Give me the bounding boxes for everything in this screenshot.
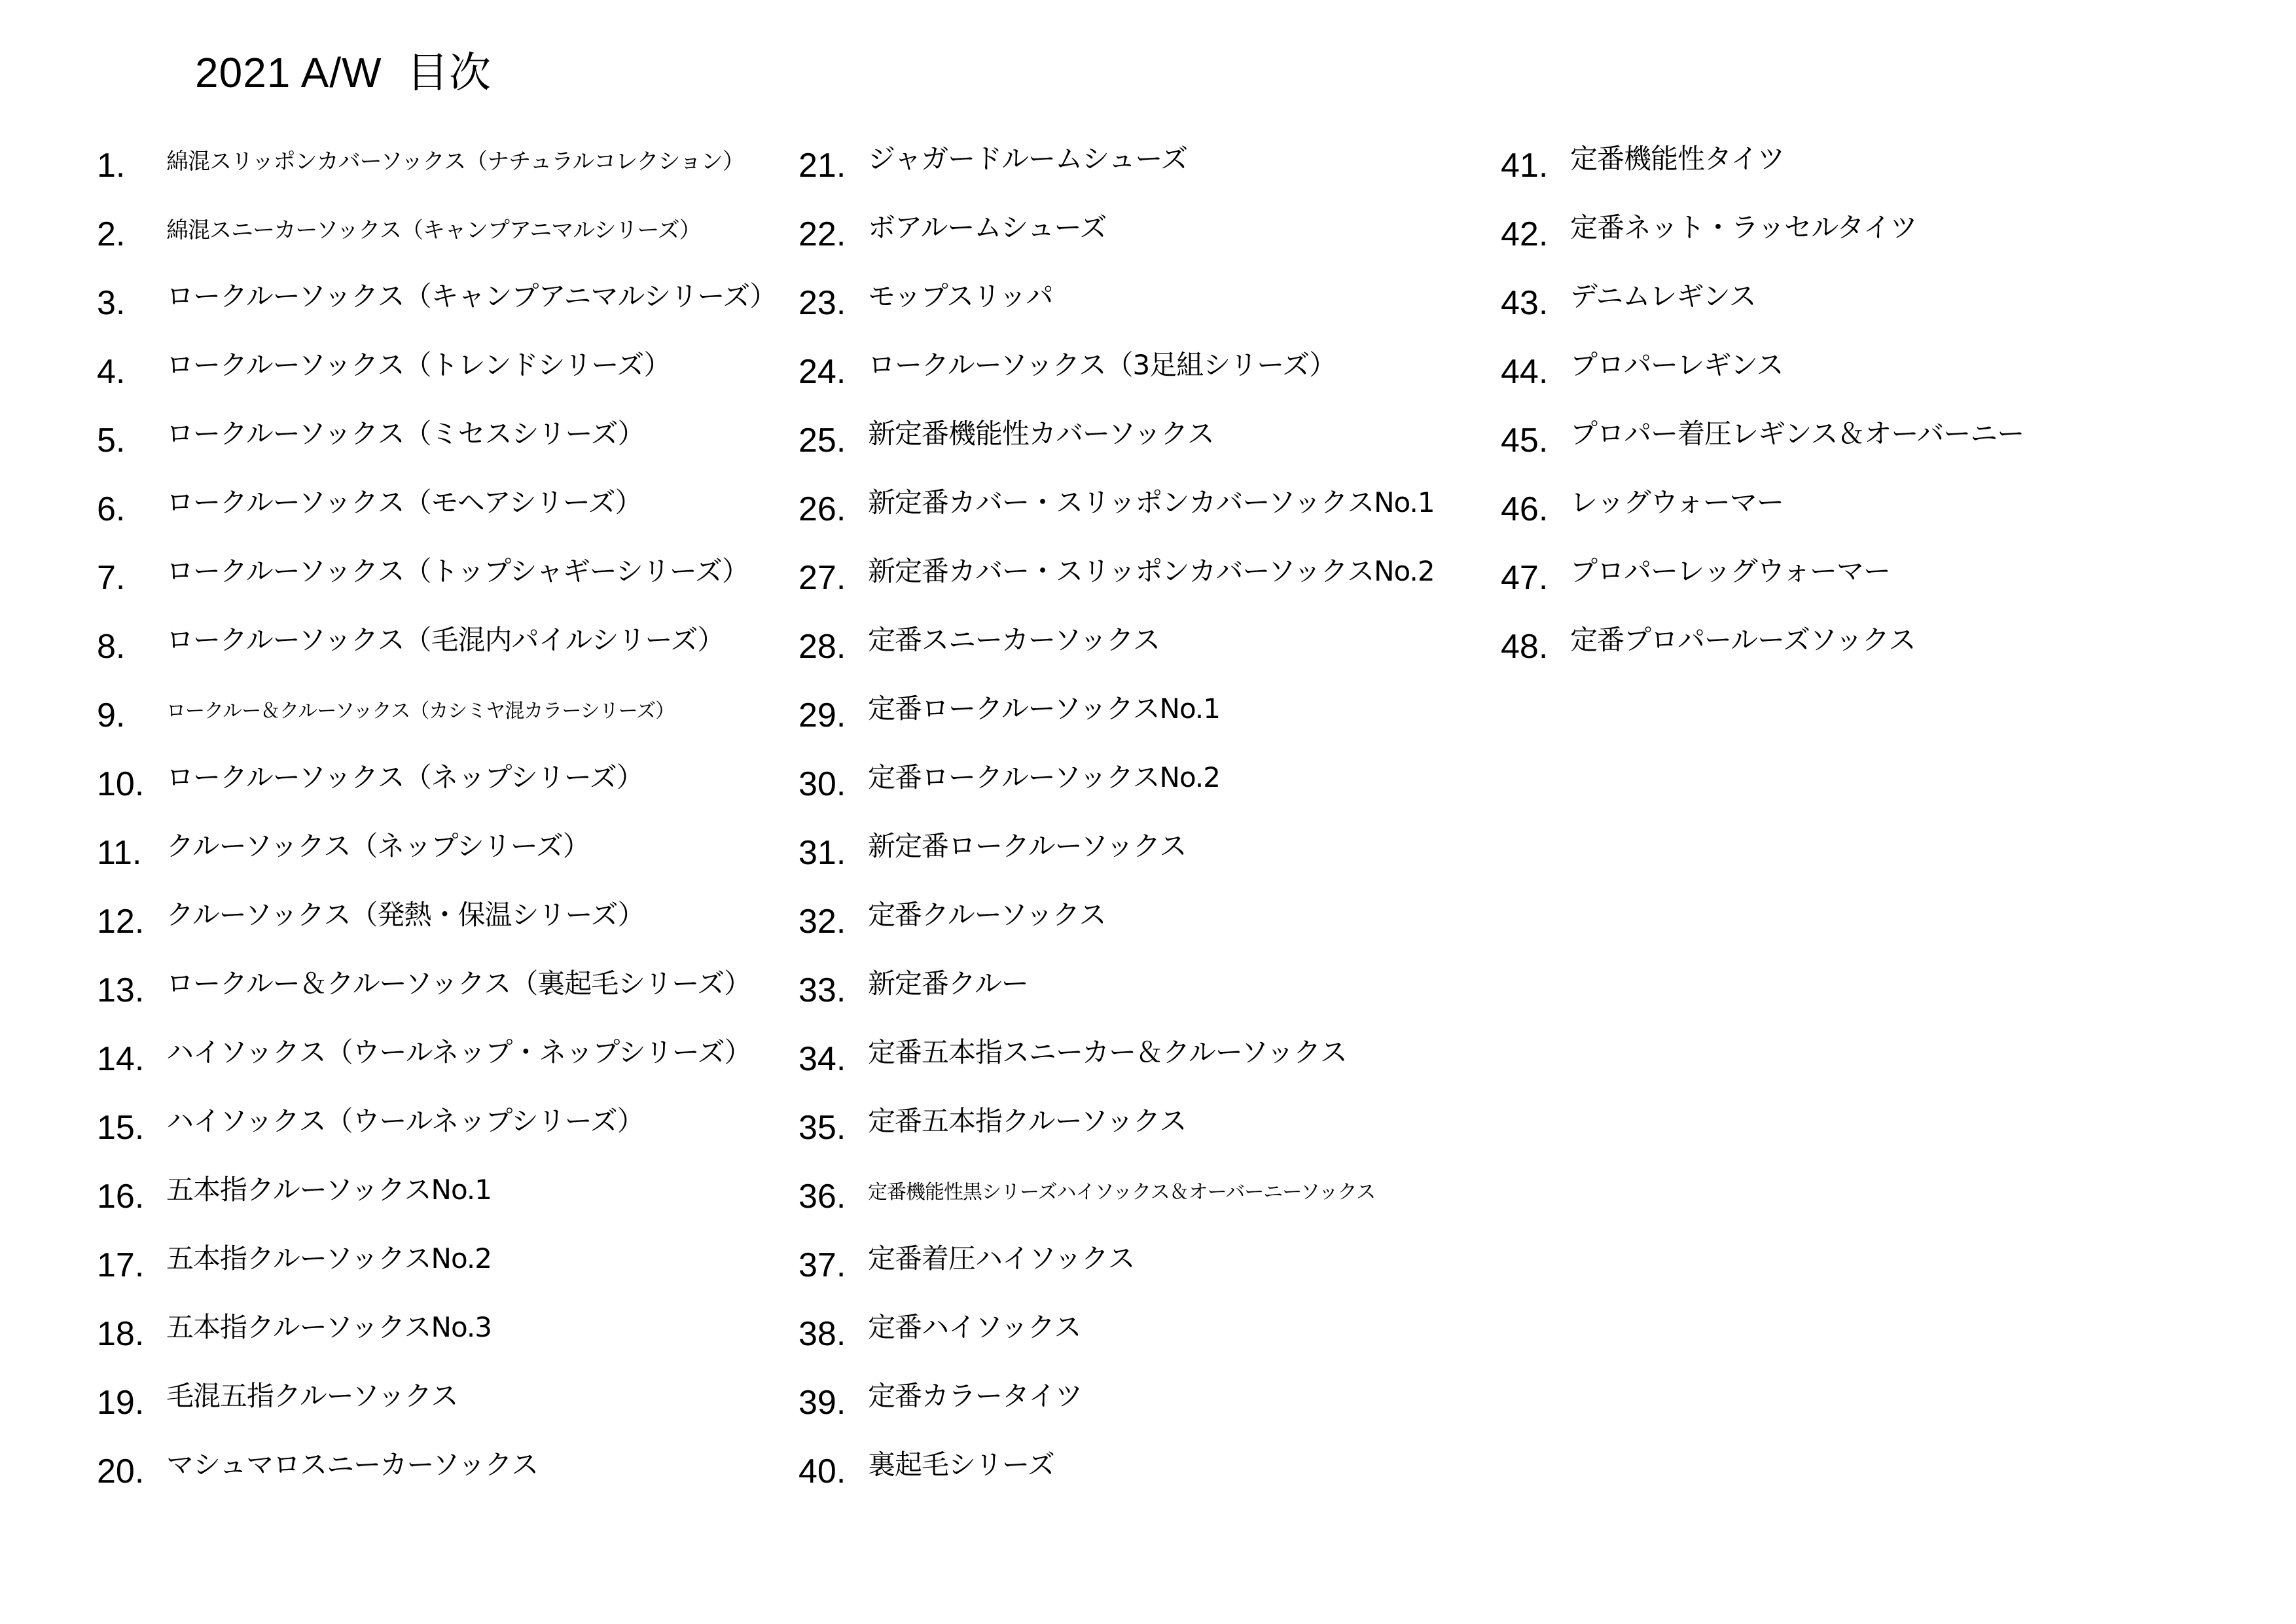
toc-item-number: 37. [798, 1246, 846, 1284]
toc-item-title: 定番五本指クルーソックス [868, 1105, 1187, 1137]
toc-item-number: 22. [798, 215, 846, 253]
toc-item-title: 新定番機能性カバーソックス [868, 418, 1214, 450]
toc-item-number: 12. [97, 903, 145, 941]
toc-item-15 [97, 1092, 778, 1161]
toc-item-title: 新定番ロークルーソックス [868, 830, 1187, 862]
toc-item-number: 19. [97, 1384, 145, 1422]
toc-item-24 [798, 336, 1479, 405]
toc-item-31 [798, 817, 1479, 886]
toc-item-number: 35. [798, 1109, 846, 1147]
toc-item-19 [97, 1367, 778, 1435]
toc-item-number: 34. [798, 1040, 846, 1078]
toc-item-3 [97, 267, 778, 336]
toc-item-number: 18. [97, 1315, 145, 1353]
toc-item-number: 14. [97, 1040, 145, 1078]
toc-item-18 [97, 1298, 778, 1367]
toc-item-11 [97, 817, 778, 886]
toc-item-40 [798, 1435, 1479, 1504]
toc-item-7 [97, 542, 778, 611]
toc-item-title: ロークルーソックス（モヘアシリーズ） [166, 486, 642, 518]
toc-item-title: 定番機能性黒シリーズハイソックス＆オーバーニーソックス [868, 1181, 1376, 1204]
toc-item-title: 五本指クルーソックスNo.3 [166, 1311, 492, 1343]
toc-item-44 [1501, 336, 2181, 405]
toc-item-title: プロパーレギンス [1570, 349, 1784, 381]
toc-item-title: ロークルーソックス（ネップシリーズ） [166, 761, 643, 793]
toc-item-title: クルーソックス（発熱・保温シリーズ） [166, 899, 645, 931]
toc-item-number: 1. [97, 147, 126, 185]
toc-item-42 [1501, 198, 2181, 267]
toc-item-title: デニムレギンス [1570, 280, 1756, 312]
toc-item-46 [1501, 473, 2181, 542]
toc-item-number: 15. [97, 1109, 145, 1147]
toc-item-9 [97, 679, 778, 748]
toc-item-number: 25. [798, 422, 846, 460]
toc-item-number: 8. [97, 628, 126, 666]
toc-item-23 [798, 267, 1479, 336]
toc-item-29 [798, 679, 1479, 748]
toc-item-17 [97, 1229, 778, 1298]
toc-item-title: ロークルーソックス（トップシャギーシリーズ） [166, 555, 749, 587]
toc-item-number: 2. [97, 215, 126, 253]
toc-item-title: 毛混五指クルーソックス [166, 1380, 458, 1412]
toc-item-32 [798, 886, 1479, 954]
toc-item-number: 28. [798, 628, 846, 666]
toc-item-43 [1501, 267, 2181, 336]
toc-item-title: 五本指クルーソックスNo.2 [166, 1242, 492, 1274]
toc-item-number: 36. [798, 1178, 846, 1216]
toc-item-number: 23. [798, 284, 846, 322]
toc-item-title: ロークルーソックス（毛混内パイルシリーズ） [166, 624, 725, 656]
toc-item-45 [1501, 405, 2181, 473]
toc-item-title: 定番プロパールーズソックス [1570, 624, 1916, 656]
toc-item-16 [97, 1161, 778, 1229]
toc-item-number: 11. [97, 834, 142, 872]
toc-item-4 [97, 336, 778, 405]
toc-item-8 [97, 611, 778, 679]
toc-item-12 [97, 886, 778, 954]
toc-item-title: ロークルー＆クルーソックス（カシミヤ混カラーシリーズ） [166, 700, 675, 723]
toc-item-number: 32. [798, 903, 846, 941]
toc-item-number: 27. [798, 559, 846, 597]
toc-item-number: 17. [97, 1246, 145, 1284]
toc-item-6 [97, 473, 778, 542]
toc-item-number: 44. [1501, 353, 1549, 391]
toc-item-title: 定番ロークルーソックスNo.2 [868, 761, 1220, 793]
toc-column-2 [798, 130, 1479, 1504]
toc-item-title: 定番スニーカーソックス [868, 624, 1160, 656]
toc-item-title: ロークルーソックス（キャンプアニマルシリーズ） [166, 280, 777, 312]
toc-item-36 [798, 1161, 1479, 1229]
toc-item-title: クルーソックス（ネップシリーズ） [166, 830, 590, 862]
toc-item-28 [798, 611, 1479, 679]
toc-item-5 [97, 405, 778, 473]
toc-item-title: 綿混スニーカーソックス（キャンプアニマルシリーズ） [166, 217, 701, 244]
toc-item-number: 24. [798, 353, 846, 391]
toc-item-title: 綿混スリッポンカバーソックス（ナチュラルコレクション） [166, 149, 744, 175]
toc-item-number: 5. [97, 422, 126, 460]
toc-item-number: 39. [798, 1384, 846, 1422]
toc-item-title: モップスリッパ [868, 280, 1053, 312]
toc-item-number: 42. [1501, 215, 1549, 253]
toc-item-title: レッグウォーマー [1570, 486, 1784, 518]
toc-item-number: 48. [1501, 628, 1549, 666]
toc-item-number: 6. [97, 490, 126, 528]
toc-item-39 [798, 1367, 1479, 1435]
toc-item-title: 定番カラータイツ [868, 1380, 1083, 1412]
toc-item-number: 29. [798, 696, 846, 734]
toc-item-48 [1501, 611, 2181, 679]
toc-item-number: 10. [97, 765, 145, 803]
toc-item-41 [1501, 130, 2181, 198]
toc-item-14 [97, 1023, 778, 1092]
toc-item-title: ロークルーソックス（トレンドシリーズ） [166, 349, 671, 381]
toc-item-34 [798, 1023, 1479, 1092]
toc-item-13 [97, 954, 778, 1023]
toc-item-title: ロークルーソックス（ミセスシリーズ） [166, 418, 645, 450]
toc-item-number: 3. [97, 284, 126, 322]
toc-item-title: 新定番カバー・スリッポンカバーソックスNo.2 [868, 555, 1435, 587]
toc-item-number: 41. [1501, 147, 1549, 185]
toc-item-number: 9. [97, 696, 126, 734]
toc-item-35 [798, 1092, 1479, 1161]
toc-item-title: 定番機能性タイツ [1570, 143, 1785, 175]
toc-item-number: 7. [97, 559, 126, 597]
toc-item-number: 30. [798, 765, 846, 803]
toc-item-number: 31. [798, 834, 846, 872]
toc-item-38 [798, 1298, 1479, 1367]
toc-item-37 [798, 1229, 1479, 1298]
toc-item-number: 20. [97, 1453, 145, 1490]
toc-item-2 [97, 198, 778, 267]
toc-item-title: 新定番クルー [868, 967, 1028, 1000]
toc-item-title: 定番クルーソックス [868, 899, 1106, 931]
toc-column-3 [1501, 130, 2181, 679]
toc-item-33 [798, 954, 1479, 1023]
toc-item-title: ロークルーソックス（3足組シリーズ） [868, 349, 1336, 381]
toc-item-title: 定番ロークルーソックスNo.1 [868, 693, 1220, 725]
toc-item-number: 13. [97, 971, 145, 1009]
toc-item-title: 定番五本指スニーカー＆クルーソックス [868, 1036, 1347, 1068]
toc-item-1 [97, 130, 778, 198]
toc-item-title: ハイソックス（ウールネップ・ネップシリーズ） [166, 1036, 751, 1068]
toc-item-21 [798, 130, 1479, 198]
toc-item-title: ハイソックス（ウールネップシリーズ） [166, 1105, 644, 1137]
toc-item-20 [97, 1435, 778, 1504]
toc-item-title: プロパー着圧レギンス＆オーバーニー [1570, 418, 2024, 450]
toc-item-number: 45. [1501, 422, 1549, 460]
toc-item-number: 38. [798, 1315, 846, 1353]
toc-item-title: ボアルームシューズ [868, 211, 1107, 244]
toc-item-27 [798, 542, 1479, 611]
toc-item-25 [798, 405, 1479, 473]
toc-item-title: ジャガードルームシューズ [868, 143, 1188, 175]
page-title: 2021 A/W 目次 [195, 49, 492, 96]
toc-item-22 [798, 198, 1479, 267]
toc-item-26 [798, 473, 1479, 542]
toc-item-title: プロパーレッグウォーマー [1570, 555, 1891, 587]
toc-item-10 [97, 748, 778, 817]
toc-item-number: 47. [1501, 559, 1549, 597]
toc-item-title: 定番ネット・ラッセルタイツ [1570, 211, 1917, 244]
toc-item-30 [798, 748, 1479, 817]
toc-item-title: 裏起毛シリーズ [868, 1449, 1054, 1481]
toc-item-number: 4. [97, 353, 126, 391]
toc-item-number: 33. [798, 971, 846, 1009]
toc-column-1 [97, 130, 778, 1504]
toc-item-number: 21. [798, 147, 846, 185]
toc-item-47 [1501, 542, 2181, 611]
toc-item-number: 40. [798, 1453, 846, 1490]
toc-item-title: ロークルー＆クルーソックス（裏起毛シリーズ） [166, 967, 751, 1000]
toc-item-title: マシュマロスニーカーソックス [166, 1449, 539, 1481]
toc-item-title: 五本指クルーソックスNo.1 [166, 1174, 492, 1206]
toc-item-number: 46. [1501, 490, 1549, 528]
toc-item-title: 定番着圧ハイソックス [868, 1242, 1135, 1274]
toc-item-number: 16. [97, 1178, 145, 1216]
toc-item-number: 26. [798, 490, 846, 528]
toc-item-title: 定番ハイソックス [868, 1311, 1081, 1343]
toc-item-title: 新定番カバー・スリッポンカバーソックスNo.1 [868, 486, 1435, 518]
toc-item-number: 43. [1501, 284, 1549, 322]
